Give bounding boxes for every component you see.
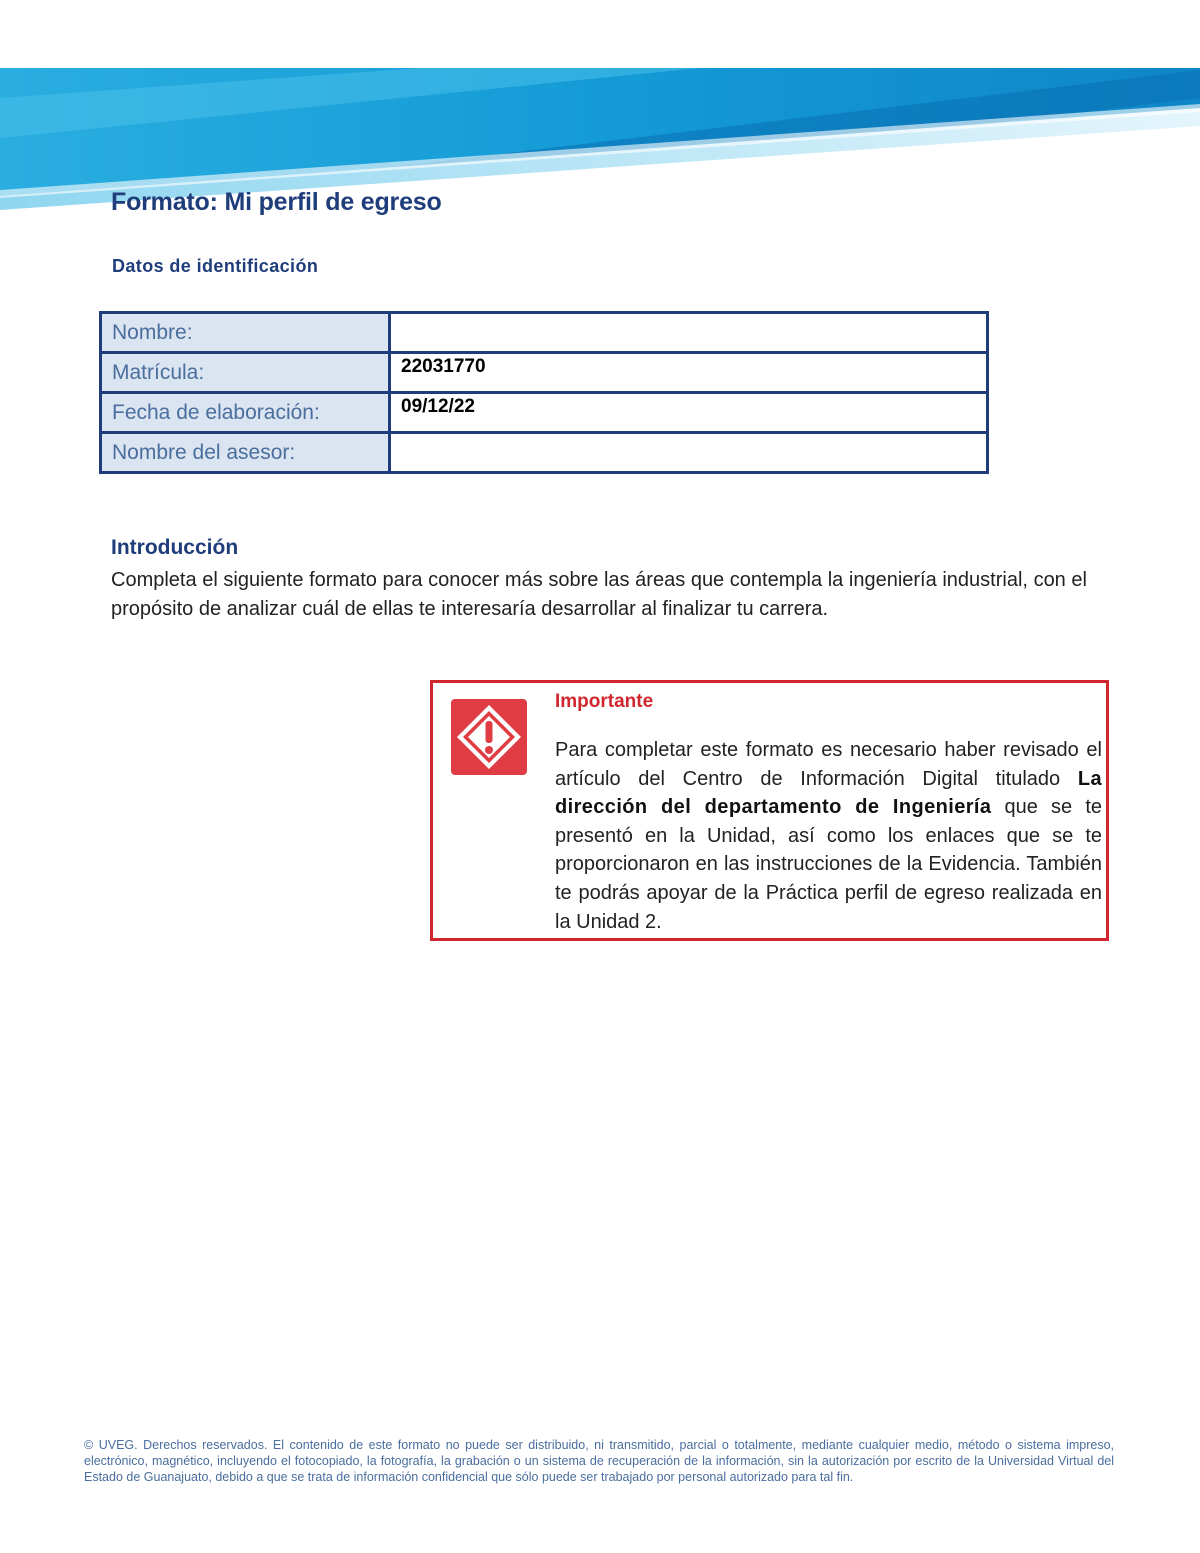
intro-title: Introducción bbox=[111, 536, 239, 559]
identification-table bbox=[99, 311, 989, 474]
section-title-identification: Datos de identificación bbox=[112, 256, 319, 276]
important-box bbox=[430, 680, 1109, 941]
warning-icon bbox=[451, 699, 527, 775]
name-label: Nombre: bbox=[101, 313, 390, 353]
advisor-field[interactable] bbox=[390, 433, 988, 473]
copyright-footer: © UVEG. Derechos reservados. El contenido de este formato no puede ser distribuido, ni transmitido, parcial o totalmente, mediante cualquier medio, método o sistema impreso, electrónico, magnético, incluyendo el fotocopiado, la fotografía, la grabación o un sistema de recuperación de la información, sin la autorización por escrito de la Universidad Virtual del Estado de Guanajuato, debido a que se trata de información confidencial que sólo puede ser trabajado por personal autorizado para tal fin. bbox=[84, 1438, 1114, 1484]
table-row bbox=[101, 393, 988, 433]
intro-text: Completa el siguiente formato para conocer más sobre las áreas que contempla la ingeniería industrial, con el propósito de analizar cuál de ellas te interesaría desarrollar al finalizar tu carrera. bbox=[111, 569, 1087, 620]
article-title: La dirección del departamento de Ingeniería bbox=[555, 767, 1102, 819]
date-field[interactable]: 09/12/22 bbox=[390, 393, 988, 433]
important-text: Para completar este formato es necesario haber revisado el artículo del Centro de Información Digital titulado La dirección del departamento de Ingeniería que se te presentó en la Unidad, así como los enlaces que se te proporcionaron en las instrucciones de la Evidencia. También te podrás apoyar de la Práctica perfil de egreso realizada en la Unidad 2. bbox=[555, 739, 1102, 933]
page-title: Formato: Mi perfil de egreso bbox=[111, 188, 442, 216]
table-row bbox=[101, 313, 988, 353]
enrollment-label: Matrícula: bbox=[101, 353, 390, 393]
enrollment-field[interactable]: 22031770 bbox=[390, 353, 988, 393]
important-title: Importante bbox=[555, 691, 654, 712]
name-field[interactable] bbox=[390, 313, 988, 353]
table-row bbox=[101, 353, 988, 393]
date-label: Fecha de elaboración: bbox=[101, 393, 390, 433]
advisor-label: Nombre del asesor: bbox=[101, 433, 390, 473]
table-row bbox=[101, 433, 988, 473]
